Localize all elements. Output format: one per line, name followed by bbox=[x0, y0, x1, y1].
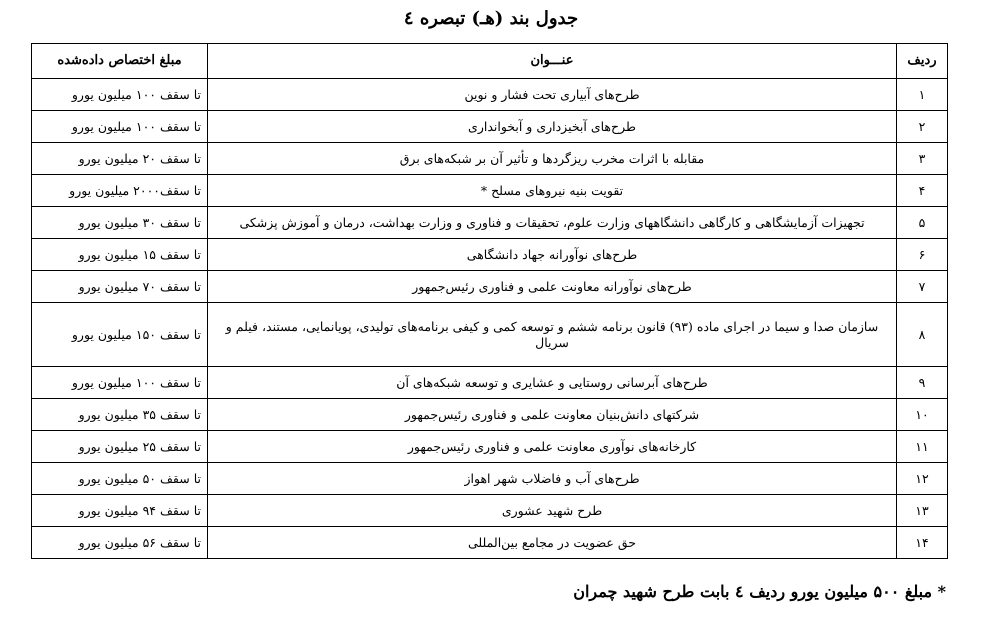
allocation-table bbox=[31, 43, 948, 559]
table-row bbox=[32, 431, 948, 463]
row-index: ۴ bbox=[897, 175, 948, 207]
row-index: ١۴ bbox=[897, 527, 948, 559]
row-amount: تا سقف٢٠٠٠ میلیون یورو bbox=[32, 175, 208, 207]
row-title: تقویت بنیه نیروهای مسلح * bbox=[208, 175, 897, 207]
row-title: طرح‌های نوآورانه معاونت علمی و فناوری رئیس‌جمهور bbox=[208, 271, 897, 303]
row-title: طرح‌های آب و فاضلاب شهر اهواز bbox=[208, 463, 897, 495]
row-amount: تا سقف ٩۴ میلیون یورو bbox=[32, 495, 208, 527]
row-title: کارخانه‌های نوآوری معاونت علمی و فناوری رئیس‌جمهور bbox=[208, 431, 897, 463]
header-title: عنـــوان bbox=[208, 44, 897, 79]
row-index: ١ bbox=[897, 79, 948, 111]
row-amount: تا سقف ١٠٠ میلیون یورو bbox=[32, 367, 208, 399]
table-row bbox=[32, 207, 948, 239]
row-title: طرح‌های آبیاری تحت فشار و نوین bbox=[208, 79, 897, 111]
table-row bbox=[32, 111, 948, 143]
table-row bbox=[32, 239, 948, 271]
row-index: ١٣ bbox=[897, 495, 948, 527]
row-index: ۶ bbox=[897, 239, 948, 271]
row-index: ۵ bbox=[897, 207, 948, 239]
table-row bbox=[32, 303, 948, 367]
row-title: مقابله با اثرات مخرب ریزگردها و تأثیر آن بر شبکه‌های برق bbox=[208, 143, 897, 175]
row-index: ١٢ bbox=[897, 463, 948, 495]
row-title: طرح‌های آبرسانی روستایی و عشایری و توسعه شبکه‌های آن bbox=[208, 367, 897, 399]
row-amount: تا سقف ١۵٠ میلیون یورو bbox=[32, 303, 208, 367]
table-row bbox=[32, 367, 948, 399]
row-amount: تا سقف ١۵ میلیون یورو bbox=[32, 239, 208, 271]
row-amount: تا سقف ٣۵ میلیون یورو bbox=[32, 399, 208, 431]
footnote: * مبلغ ۵٠٠ میلیون یورو ردیف ٤ بابت طرح شهید چمران bbox=[573, 582, 946, 601]
row-title: حق عضویت در مجامع بین‌المللی bbox=[208, 527, 897, 559]
row-amount: تا سقف ١٠٠ میلیون یورو bbox=[32, 111, 208, 143]
row-title: شرکتهای دانش‌بنیان معاونت علمی و فناوری رئیس‌جمهور bbox=[208, 399, 897, 431]
header-amount: مبلغ اختصاص داده‌شده bbox=[32, 44, 208, 79]
row-index: ١٠ bbox=[897, 399, 948, 431]
table-row bbox=[32, 527, 948, 559]
row-title: سازمان صدا و سیما در اجرای ماده (٩٣) قانون برنامه ششم و توسعه کمی و کیفی برنامه‌های تولیدی، پویانمایی، مستند، فیلم و سریال bbox=[208, 303, 897, 367]
row-index: ٢ bbox=[897, 111, 948, 143]
table-row bbox=[32, 495, 948, 527]
table-header-row bbox=[32, 44, 948, 79]
row-index: ٨ bbox=[897, 303, 948, 367]
row-amount: تا سقف ۵٠ میلیون یورو bbox=[32, 463, 208, 495]
row-title: طرح شهید عشوری bbox=[208, 495, 897, 527]
row-index: ٣ bbox=[897, 143, 948, 175]
row-index: ٩ bbox=[897, 367, 948, 399]
row-amount: تا سقف ١٠٠ میلیون یورو bbox=[32, 79, 208, 111]
table-row bbox=[32, 175, 948, 207]
header-index: ردیف bbox=[897, 44, 948, 79]
row-title: طرح‌های آبخیزداری و آبخوانداری bbox=[208, 111, 897, 143]
table-row bbox=[32, 79, 948, 111]
row-title: طرح‌های نوآورانه جهاد دانشگاهی bbox=[208, 239, 897, 271]
row-amount: تا سقف ٧٠ میلیون یورو bbox=[32, 271, 208, 303]
table-row bbox=[32, 271, 948, 303]
row-title: تجهیزات آزمایشگاهی و کارگاهی دانشگاههای وزارت علوم، تحقیقات و فناوری و وزارت بهداشت، درمان و آموزش پزشکی bbox=[208, 207, 897, 239]
table-row bbox=[32, 463, 948, 495]
row-amount: تا سقف ۵۶ میلیون یورو bbox=[32, 527, 208, 559]
page-title: جدول بند (هـ) تبصره ٤ bbox=[403, 8, 579, 29]
table-row bbox=[32, 399, 948, 431]
row-amount: تا سقف ٢٠ میلیون یورو bbox=[32, 143, 208, 175]
row-index: ٧ bbox=[897, 271, 948, 303]
row-amount: تا سقف ٣٠ میلیون یورو bbox=[32, 207, 208, 239]
table-row bbox=[32, 143, 948, 175]
row-index: ١١ bbox=[897, 431, 948, 463]
row-amount: تا سقف ٢۵ میلیون یورو bbox=[32, 431, 208, 463]
